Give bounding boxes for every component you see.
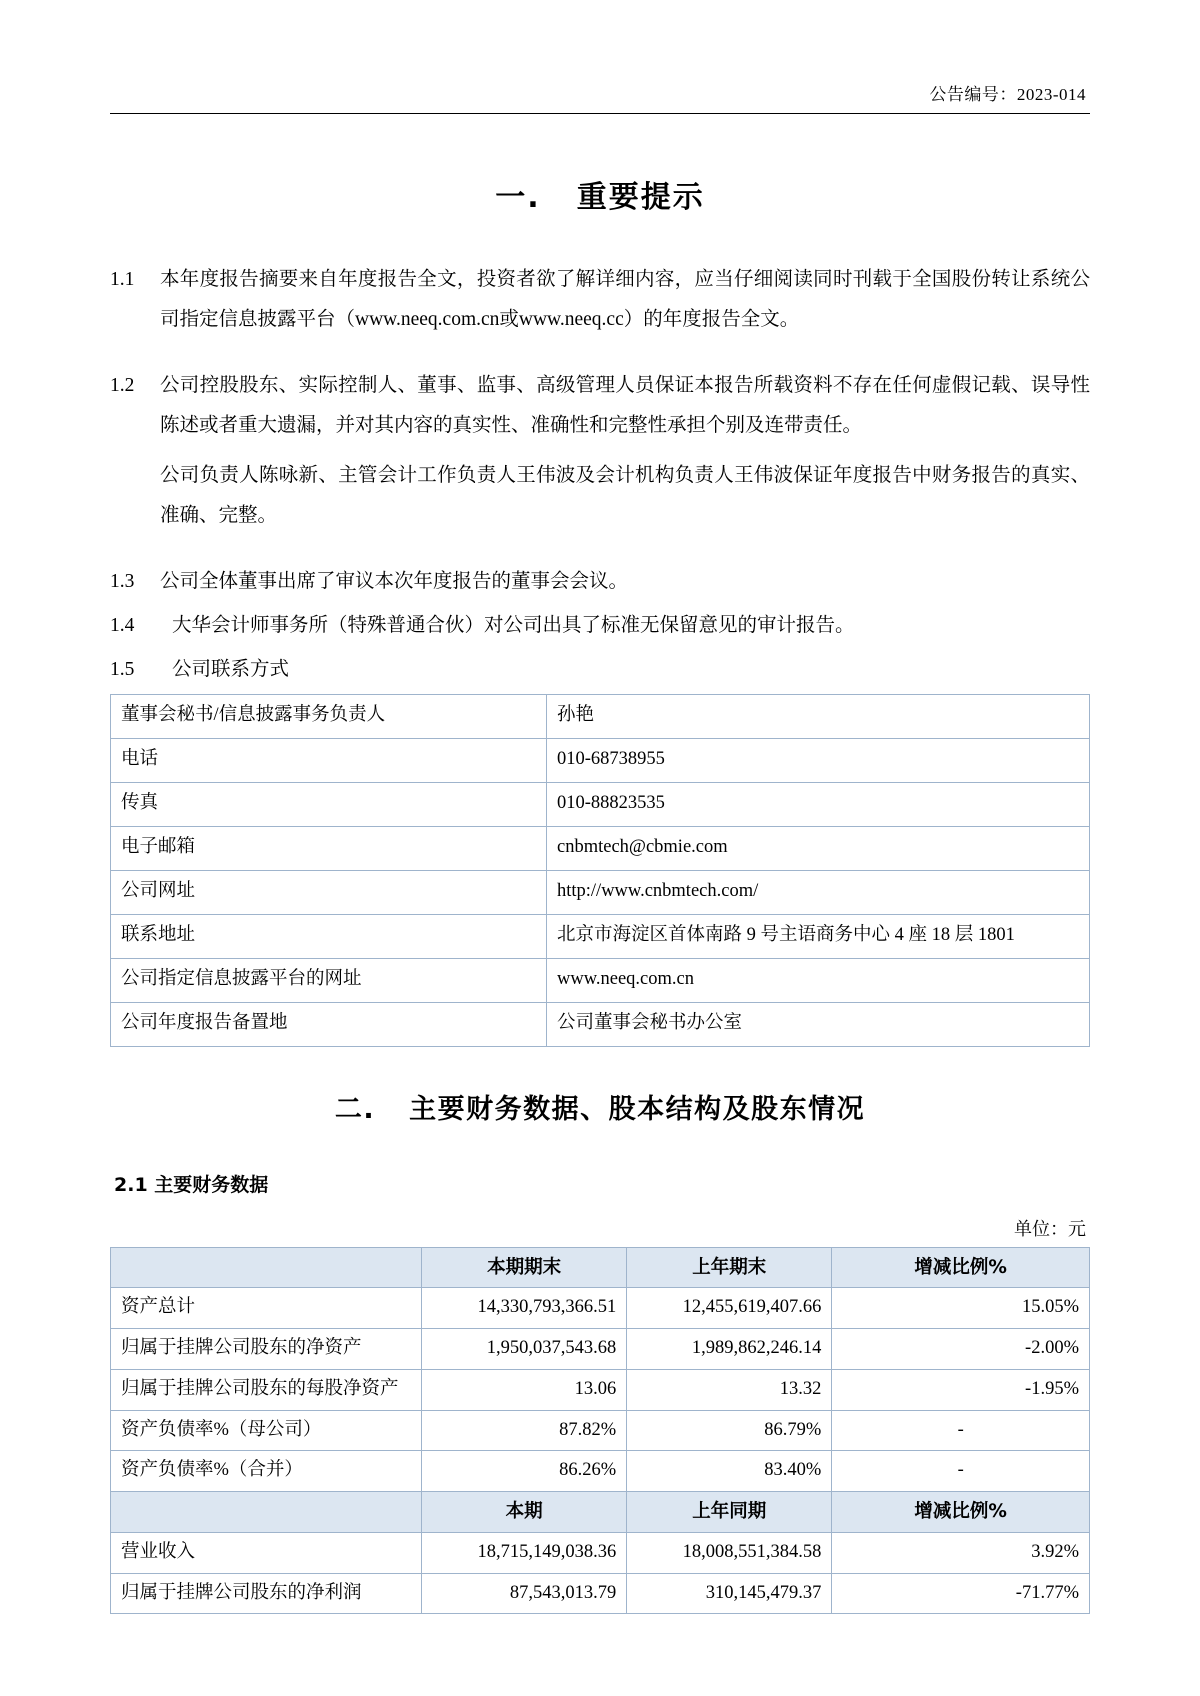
paragraph-1-4 — [110, 606, 1090, 646]
table-row — [111, 1532, 1090, 1573]
fin-header-col3: 增减比例% — [832, 1247, 1090, 1288]
paragraph-1-5-index: 1.5 — [110, 658, 135, 680]
table-row — [111, 1410, 1090, 1451]
fin-row-3-item: 资产负债率%（母公司） — [111, 1410, 422, 1451]
fin-row-0-c2: 12,455,619,407.66 — [627, 1288, 832, 1329]
paragraph-1-2 — [110, 366, 1090, 446]
table-row — [111, 1329, 1090, 1370]
fin-row-0-c1: 14,330,793,366.51 — [422, 1288, 627, 1329]
paragraph-1-4-index: 1.4 — [110, 614, 135, 636]
fin-row-4-item: 资产负债率%（合并） — [111, 1451, 422, 1492]
contact-value-website: http://www.cnbmtech.com/ — [547, 870, 1090, 914]
fin-row-2-c3: -1.95% — [832, 1369, 1090, 1410]
fin-row2-0-item: 营业收入 — [111, 1532, 422, 1573]
paragraph-1-3-text: 公司全体董事出席了审议本次年度报告的董事会会议。 — [160, 570, 629, 592]
fin-row-2-c2: 13.32 — [627, 1369, 832, 1410]
paragraph-1-1-index: 1.1 — [110, 269, 135, 290]
table-row — [111, 1451, 1090, 1492]
contact-table — [110, 694, 1090, 1047]
fin-row2-0-c2: 18,008,551,384.58 — [627, 1532, 832, 1573]
fin-row2-1-c2: 310,145,479.37 — [627, 1573, 832, 1614]
contact-value-report-location: 公司董事会秘书办公室 — [547, 1002, 1090, 1046]
fin-subheader-col0 — [111, 1492, 422, 1533]
paragraph-1-5-text: 公司联系方式 — [172, 658, 290, 680]
fin-subheader-col3: 增减比例% — [832, 1492, 1090, 1533]
fin-row-0-item: 资产总计 — [111, 1288, 422, 1329]
contact-label-address: 联系地址 — [111, 914, 547, 958]
contact-label-website: 公司网址 — [111, 870, 547, 914]
table-subheader-row — [111, 1492, 1090, 1533]
table-row — [111, 1288, 1090, 1329]
announcement-number: 公告编号：2023-014 — [929, 85, 1086, 104]
paragraph-1-3 — [110, 562, 1090, 602]
fin-row2-1-c3: -71.77% — [832, 1573, 1090, 1614]
fin-row-2-item: 归属于挂牌公司股东的每股净资产 — [111, 1369, 422, 1410]
section-2-number: 二. — [334, 1093, 376, 1125]
paragraph-1-2-text: 公司控股股东、实际控制人、董事、监事、高级管理人员保证本报告所载资料不存在任何虚假记载、误导性陈述或者重大遗漏，并对其内容的真实性、准确性和完整性承担个别及连带责任。 — [160, 374, 1090, 436]
fin-header-col1: 本期期末 — [422, 1247, 627, 1288]
fin-subheader-col2: 上年同期 — [627, 1492, 832, 1533]
fin-row-1-c3: -2.00% — [832, 1329, 1090, 1370]
table-row — [111, 958, 1090, 1002]
contact-label-disclosure-platform: 公司指定信息披露平台的网址 — [111, 958, 547, 1002]
table-row — [111, 826, 1090, 870]
unit-label: 单位：元 — [1014, 1218, 1086, 1239]
contact-value-disclosure-platform: www.neeq.com.cn — [547, 958, 1090, 1002]
paragraph-1-2-text-2: 公司负责人陈咏新、主管会计工作负责人王伟波及会计机构负责人王伟波保证年度报告中财务报告的真实、准确、完整。 — [160, 464, 1090, 526]
paragraph-1-2-continued — [110, 456, 1090, 536]
contact-label-secretary: 董事会秘书/信息披露事务负责人 — [111, 694, 547, 738]
fin-row-1-c2: 1,989,862,246.14 — [627, 1329, 832, 1370]
financial-data-table — [110, 1247, 1090, 1615]
contact-value-phone: 010-68738955 — [547, 738, 1090, 782]
contact-label-report-location: 公司年度报告备置地 — [111, 1002, 547, 1046]
paragraph-1-1-text: 本年度报告摘要来自年度报告全文，投资者欲了解详细内容，应当仔细阅读同时刊载于全国股份转让系统公司指定信息披露平台（www.neeq.com.cn或www.neeq.cc）的年度报告全文。 — [160, 269, 1090, 330]
paragraph-1-4-text: 大华会计师事务所（特殊普通合伙）对公司出具了标准无保留意见的审计报告。 — [172, 614, 855, 636]
fin-header-col0 — [111, 1247, 422, 1288]
paragraph-1-5 — [110, 650, 1090, 690]
table-row — [111, 782, 1090, 826]
paragraph-1-3-index: 1.3 — [110, 570, 135, 592]
section-2-heading-text: 主要财务数据、股本结构及股东情况 — [409, 1093, 866, 1125]
contact-value-secretary: 孙艳 — [547, 694, 1090, 738]
section-1-heading-text: 重要提示 — [576, 180, 705, 215]
header-divider — [110, 113, 1090, 114]
fin-row-1-item: 归属于挂牌公司股东的净资产 — [111, 1329, 422, 1370]
table-row — [111, 1573, 1090, 1614]
fin-row-0-c3: 15.05% — [832, 1288, 1090, 1329]
paragraph-1-2-index: 1.2 — [110, 374, 135, 396]
table-row — [111, 738, 1090, 782]
fin-row2-0-c3: 3.92% — [832, 1532, 1090, 1573]
paragraph-1-1 — [110, 260, 1090, 340]
table-header-row — [111, 1247, 1090, 1288]
fin-row2-1-item: 归属于挂牌公司股东的净利润 — [111, 1573, 422, 1614]
table-row — [111, 1002, 1090, 1046]
fin-row-3-c1: 87.82% — [422, 1410, 627, 1451]
contact-label-phone: 电话 — [111, 738, 547, 782]
section-2-title — [110, 1087, 1090, 1126]
fin-row-4-c1: 86.26% — [422, 1451, 627, 1492]
fin-row2-0-c1: 18,715,149,038.36 — [422, 1532, 627, 1573]
fin-row-4-c2: 83.40% — [627, 1451, 832, 1492]
paragraph-1-2-continued-spacer — [110, 456, 160, 536]
fin-subheader-col1: 本期 — [422, 1492, 627, 1533]
section-1-number: 一. — [495, 180, 541, 215]
table-row — [111, 870, 1090, 914]
section-1-title — [110, 172, 1090, 216]
contact-value-fax: 010-88823535 — [547, 782, 1090, 826]
table-row — [111, 694, 1090, 738]
contact-value-email: cnbmtech@cbmie.com — [547, 826, 1090, 870]
fin-row-4-c3: - — [832, 1451, 1090, 1492]
subsection-2-1-title: 2.1 主要财务数据 — [114, 1173, 269, 1196]
fin-row-3-c3: - — [832, 1410, 1090, 1451]
fin-row2-1-c1: 87,543,013.79 — [422, 1573, 627, 1614]
table-row — [111, 914, 1090, 958]
fin-row-3-c2: 86.79% — [627, 1410, 832, 1451]
fin-header-col2: 上年期末 — [627, 1247, 832, 1288]
fin-row-2-c1: 13.06 — [422, 1369, 627, 1410]
contact-label-fax: 传真 — [111, 782, 547, 826]
contact-label-email: 电子邮箱 — [111, 826, 547, 870]
contact-value-address: 北京市海淀区首体南路 9 号主语商务中心 4 座 18 层 1801 — [547, 914, 1090, 958]
fin-row-1-c1: 1,950,037,543.68 — [422, 1329, 627, 1370]
table-row — [111, 1369, 1090, 1410]
